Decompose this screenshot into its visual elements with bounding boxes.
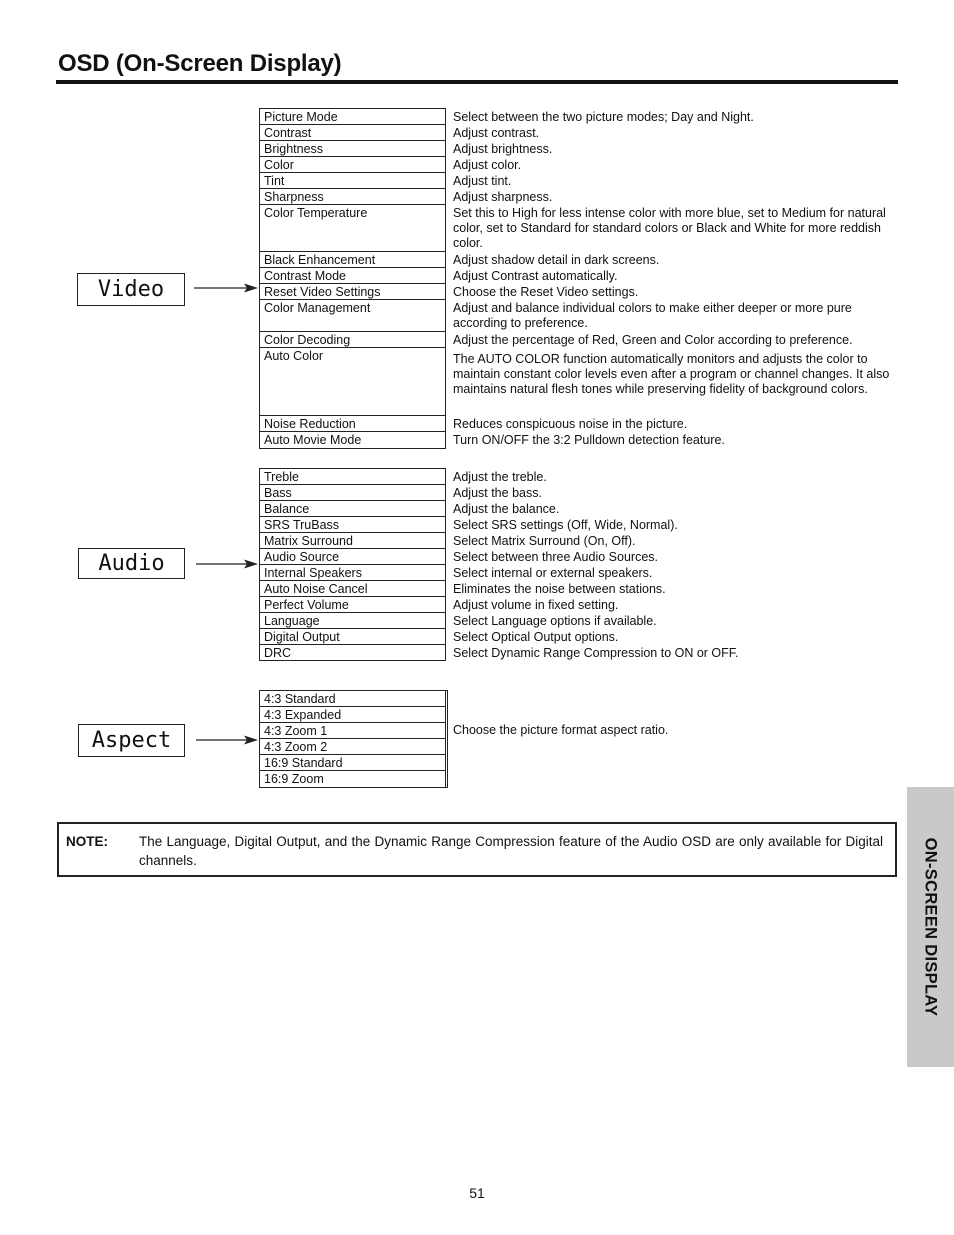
audio-item-label: Matrix Surround bbox=[260, 533, 446, 549]
video-item-description: Turn ON/OFF the 3:2 Pulldown detection feature. bbox=[453, 433, 725, 447]
video-item-description: Adjust Contrast automatically. bbox=[453, 269, 618, 283]
audio-arrow-icon bbox=[196, 557, 258, 571]
aspect-row bbox=[260, 739, 447, 755]
video-item-description: Adjust brightness. bbox=[453, 142, 553, 156]
video-row bbox=[260, 141, 553, 157]
note-text: The Language, Digital Output, and the Dynamic Range Compression feature of the Audio OSD are only available for Digital channels. bbox=[139, 834, 883, 868]
side-tab bbox=[907, 787, 954, 1067]
audio-item-label: Audio Source bbox=[260, 549, 446, 565]
audio-row bbox=[260, 645, 739, 660]
audio-item-description: Adjust the balance. bbox=[453, 502, 560, 516]
audio-item-label: SRS TruBass bbox=[260, 517, 446, 533]
audio-item-label: Perfect Volume bbox=[260, 597, 446, 613]
video-item-description: The AUTO COLOR function automatically monitors and adjusts the color to maintain constant color levels even after a program or channel changes. It also maintains natural flesh tones while preserving fidelity of background colors. bbox=[453, 352, 890, 396]
audio-item-description: Select between three Audio Sources. bbox=[453, 550, 658, 564]
aspect-menu-label: Aspect bbox=[78, 724, 185, 757]
video-item-label: Auto Color bbox=[260, 348, 446, 416]
audio-item-label: Treble bbox=[260, 469, 446, 485]
aspect-item-label: 16:9 Standard bbox=[260, 755, 446, 771]
aspect-arrow-icon bbox=[196, 733, 258, 747]
aspect-item-label: 4:3 Zoom 1 bbox=[260, 723, 446, 739]
audio-item-description: Select SRS settings (Off, Wide, Normal). bbox=[453, 518, 678, 532]
aspect-row bbox=[260, 691, 447, 707]
video-item-label: Contrast Mode bbox=[260, 268, 446, 284]
video-row bbox=[260, 157, 522, 173]
video-item-description: Adjust and balance individual colors to make either deeper or more pure according to preference. bbox=[453, 301, 852, 330]
video-item-label: Contrast bbox=[260, 125, 446, 141]
video-item-label: Color Temperature bbox=[260, 205, 446, 252]
aspect-table bbox=[259, 690, 448, 788]
audio-row bbox=[260, 533, 636, 549]
aspect-item-label: 4:3 Expanded bbox=[260, 707, 446, 723]
video-item-description: Adjust the percentage of Red, Green and Color according to preference. bbox=[453, 333, 853, 347]
aspect-item-label: 4:3 Zoom 2 bbox=[260, 739, 446, 755]
audio-item-description: Adjust the bass. bbox=[453, 486, 542, 500]
video-row bbox=[260, 252, 660, 268]
audio-item-label: Bass bbox=[260, 485, 446, 501]
video-item-description: Adjust sharpness. bbox=[453, 190, 553, 204]
video-item-label: Black Enhancement bbox=[260, 252, 446, 268]
audio-row bbox=[260, 549, 658, 565]
audio-item-description: Select Language options if available. bbox=[453, 614, 657, 628]
audio-item-label: Internal Speakers bbox=[260, 565, 446, 581]
aspect-row bbox=[260, 755, 447, 771]
audio-item-label: Auto Noise Cancel bbox=[260, 581, 446, 597]
video-item-description: Choose the Reset Video settings. bbox=[453, 285, 639, 299]
video-row bbox=[260, 125, 540, 141]
audio-row bbox=[260, 485, 542, 501]
aspect-row bbox=[260, 771, 447, 787]
aspect-row bbox=[260, 707, 447, 723]
audio-row bbox=[260, 469, 547, 485]
title-rule bbox=[56, 80, 898, 84]
video-item-label: Auto Movie Mode bbox=[260, 432, 446, 448]
video-item-description: Adjust tint. bbox=[453, 174, 512, 188]
video-item-description: Adjust color. bbox=[453, 158, 522, 172]
video-item-label: Reset Video Settings bbox=[260, 284, 446, 300]
audio-table bbox=[259, 468, 739, 661]
video-item-label: Color Management bbox=[260, 300, 446, 332]
video-item-label: Brightness bbox=[260, 141, 446, 157]
audio-item-description: Eliminates the noise between stations. bbox=[453, 582, 666, 596]
video-item-label: Color Decoding bbox=[260, 332, 446, 348]
aspect-description: Choose the picture format aspect ratio. bbox=[453, 723, 669, 737]
video-menu-label: Video bbox=[77, 273, 185, 306]
video-arrow-icon bbox=[194, 281, 258, 295]
audio-row bbox=[260, 501, 560, 517]
audio-item-description: Select Optical Output options. bbox=[453, 630, 619, 644]
video-row bbox=[260, 416, 688, 432]
audio-item-description: Select Matrix Surround (On, Off). bbox=[453, 534, 636, 548]
video-row bbox=[260, 348, 890, 416]
video-row bbox=[260, 300, 852, 332]
video-row bbox=[260, 332, 853, 348]
audio-menu-label: Audio bbox=[78, 548, 185, 579]
aspect-item-label: 4:3 Standard bbox=[260, 691, 446, 707]
note-label: NOTE: bbox=[66, 834, 108, 849]
video-row bbox=[260, 109, 754, 125]
video-row bbox=[260, 189, 553, 205]
audio-item-description: Select Dynamic Range Compression to ON or OFF. bbox=[453, 646, 739, 660]
video-row bbox=[260, 173, 512, 189]
audio-item-label: Digital Output bbox=[260, 629, 446, 645]
video-item-description: Adjust shadow detail in dark screens. bbox=[453, 253, 660, 267]
page-title: OSD (On-Screen Display) bbox=[58, 50, 342, 77]
audio-item-label: DRC bbox=[260, 645, 446, 660]
audio-row bbox=[260, 613, 657, 629]
audio-item-description: Adjust the treble. bbox=[453, 470, 547, 484]
audio-item-label: Language bbox=[260, 613, 446, 629]
video-item-description: Reduces conspicuous noise in the picture. bbox=[453, 417, 688, 431]
audio-row bbox=[260, 581, 666, 597]
audio-item-label: Balance bbox=[260, 501, 446, 517]
side-tab-label: ON-SCREEN DISPLAY bbox=[921, 837, 940, 1017]
video-table bbox=[259, 108, 890, 449]
video-row bbox=[260, 205, 886, 252]
video-item-label: Tint bbox=[260, 173, 446, 189]
video-item-label: Color bbox=[260, 157, 446, 173]
aspect-row bbox=[260, 723, 447, 739]
audio-row bbox=[260, 597, 619, 613]
video-item-description: Adjust contrast. bbox=[453, 126, 540, 140]
video-item-label: Picture Mode bbox=[260, 109, 446, 125]
video-row bbox=[260, 284, 639, 300]
aspect-item-label: 16:9 Zoom bbox=[260, 771, 446, 787]
audio-row bbox=[260, 517, 678, 533]
video-item-description: Select between the two picture modes; Day and Night. bbox=[453, 110, 754, 124]
audio-item-description: Select internal or external speakers. bbox=[453, 566, 653, 580]
video-item-label: Noise Reduction bbox=[260, 416, 446, 432]
video-row bbox=[260, 268, 618, 284]
video-item-label: Sharpness bbox=[260, 189, 446, 205]
page-number: 51 bbox=[469, 1185, 485, 1201]
video-row bbox=[260, 432, 725, 448]
note-box bbox=[57, 822, 897, 877]
audio-row bbox=[260, 629, 619, 645]
audio-item-description: Adjust volume in fixed setting. bbox=[453, 598, 619, 612]
audio-row bbox=[260, 565, 653, 581]
video-item-description: Set this to High for less intense color with more blue, set to Medium for natural color, set to Standard for standard colors or Black and White for more reddish color. bbox=[453, 206, 886, 250]
